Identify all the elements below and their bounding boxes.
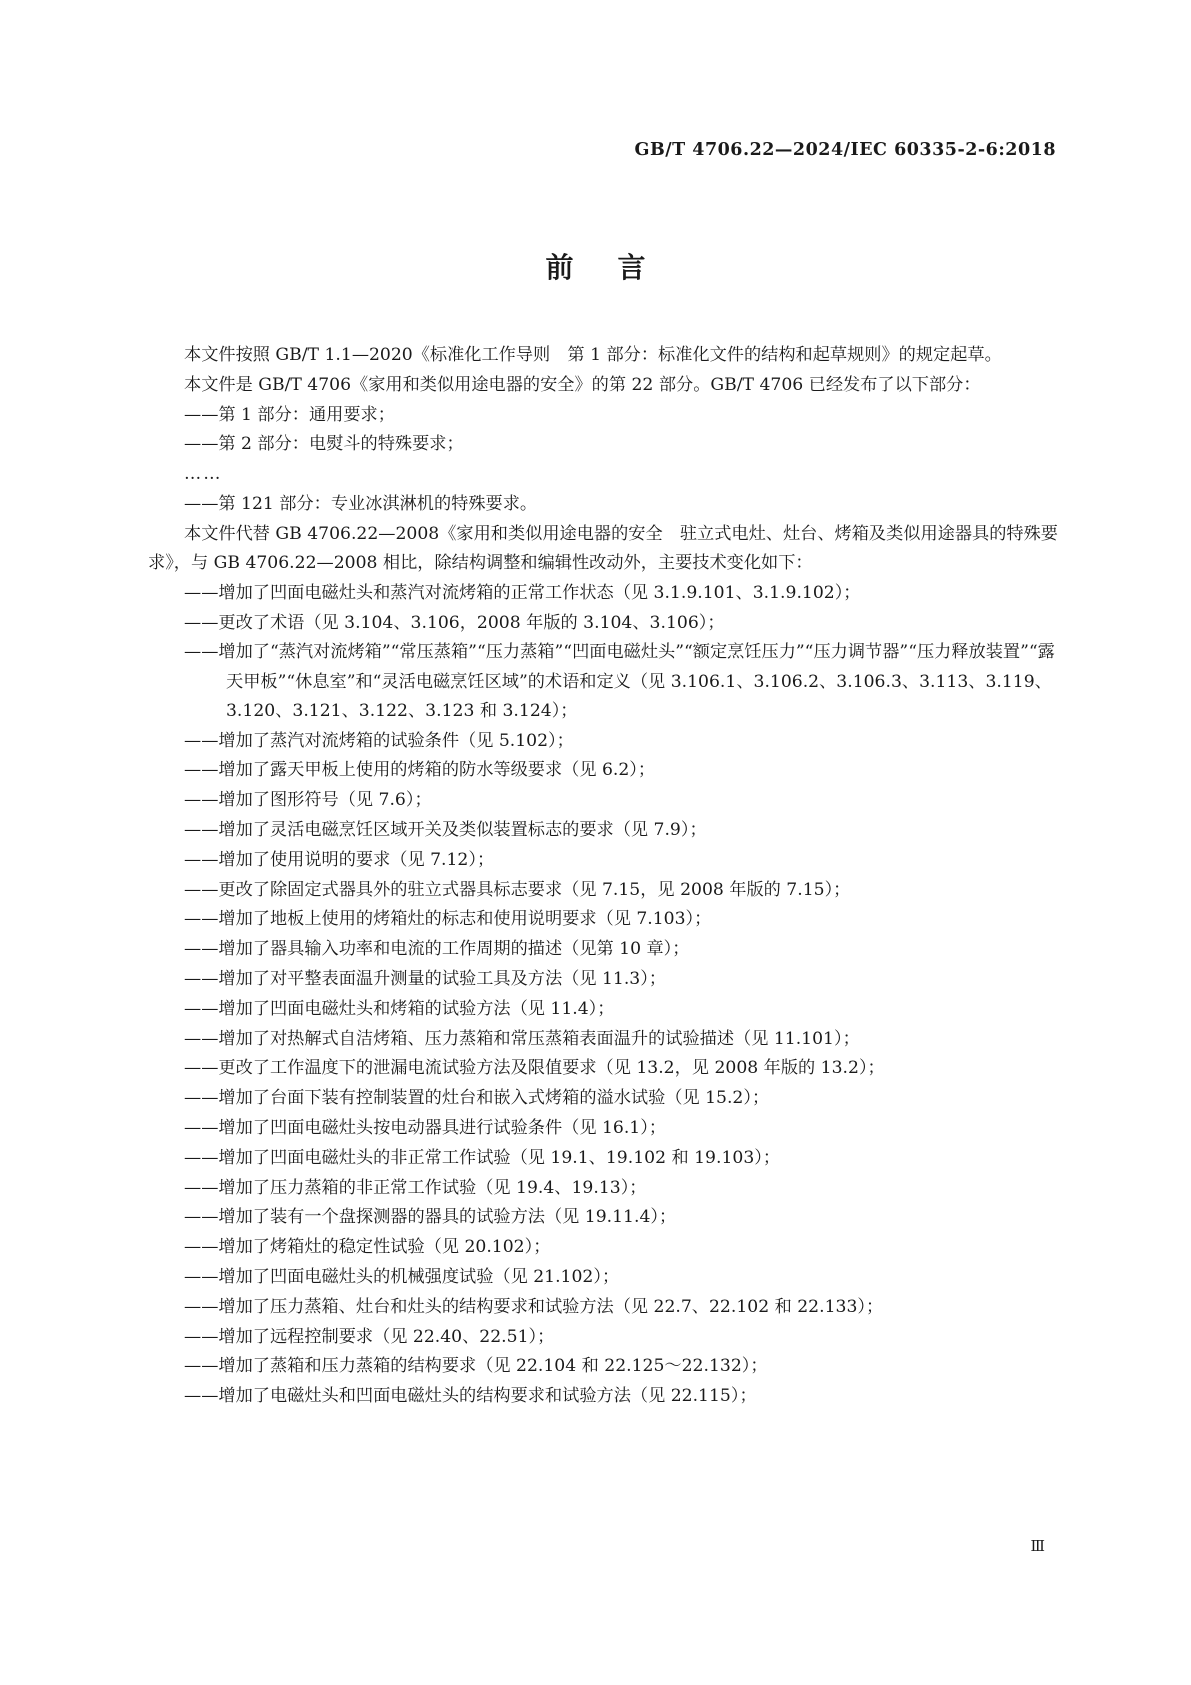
change-item: ——增加了凹面电磁灶头的机械强度试验（见 21.102）； xyxy=(184,1266,620,1287)
change-item: ——增加了使用说明的要求（见 7.12）； xyxy=(184,849,495,870)
change-item: ——增加了台面下装有控制装置的灶台和嵌入式烤箱的溢水试验（见 15.2）； xyxy=(184,1088,770,1109)
change-item: ——增加了器具输入功率和电流的工作周期的描述（见第 10 章）； xyxy=(184,939,690,960)
change-item: ——增加了图形符号（见 7.6）； xyxy=(184,790,432,811)
change-item: ——增加了凹面电磁灶头和烤箱的试验方法（见 11.4）； xyxy=(184,998,615,1019)
document-body xyxy=(148,341,1058,1412)
change-item: ——更改了工作温度下的泄漏电流试验方法及限值要求（见 13.2，见 2008 年版的 13.2）； xyxy=(184,1058,885,1079)
change-item: ——增加了地板上使用的烤箱灶的标志和使用说明要求（见 7.103）； xyxy=(184,909,712,930)
paragraph-series-intro: 本文件是 GB/T 4706《家用和类似用途电器的安全》的第 22 部分。GB/T 4706 已经发布了以下部分： xyxy=(184,374,981,395)
change-item: ——增加了电磁灶头和凹面电磁灶头的结构要求和试验方法（见 22.115）； xyxy=(184,1386,757,1407)
list-item: ——第 1 部分：通用要求； xyxy=(184,404,395,425)
change-item: ——增加了压力蒸箱、灶台和灶头的结构要求和试验方法（见 22.7、22.102 和 22.133）； xyxy=(184,1296,884,1317)
paragraph-drafting-rules: 本文件按照 GB/T 1.1—2020《标准化工作导则 第 1 部分：标准化文件的结构和起草规则》的规定起草。 xyxy=(184,345,1002,365)
change-item: ——增加了凹面电磁灶头的非正常工作试验（见 19.1、19.102 和 19.103）； xyxy=(184,1147,781,1168)
change-item: ——增加了露天甲板上使用的烤箱的防水等级要求（见 6.2）； xyxy=(184,760,656,781)
change-item: ——增加了蒸汽对流烤箱的试验条件（见 5.102）； xyxy=(184,730,574,751)
change-item: ——更改了术语（见 3.104、3.106，2008 年版的 3.104、3.106）； xyxy=(184,612,725,633)
page-number: Ⅲ xyxy=(1030,1537,1045,1555)
change-item: ——增加了对热解式自洁烤箱、压力蒸箱和常压蒸箱表面温升的试验描述（见 11.101）； xyxy=(184,1028,860,1049)
ellipsis: …… xyxy=(184,464,223,485)
paragraph-replacement: 本文件代替 GB 4706.22—2008《家用和类似用途电器的安全 驻立式电灶、灶台、烤箱及类似用途器具的特殊要求》，与 GB 4706.22—2008 相比，除结构调整和编辑性改动外，主要技术变化如下： xyxy=(148,523,1058,573)
standard-number: GB/T 4706.22—2024/IEC 60335-2-6:2018 xyxy=(634,140,1056,160)
change-item: ——增加了对平整表面温升测量的试验工具及方法（见 11.3）； xyxy=(184,968,667,989)
change-item: ——增加了凹面电磁灶头和蒸汽对流烤箱的正常工作状态（见 3.1.9.101、3.1.9.102）； xyxy=(184,582,861,603)
list-item: ——第 2 部分：电熨斗的特殊要求； xyxy=(184,434,464,455)
list-item: ——第 121 部分：专业冰淇淋机的特殊要求。 xyxy=(184,493,538,514)
change-item: ——增加了烤箱灶的稳定性试验（见 20.102）； xyxy=(184,1237,551,1258)
page-title: 前言 xyxy=(545,251,690,284)
change-item: ——增加了蒸箱和压力蒸箱的结构要求（见 22.104 和 22.125～22.132）； xyxy=(184,1356,768,1377)
change-item: ——增加了“蒸汽对流烤箱”“常压蒸箱”“压力蒸箱”“凹面电磁灶头”“额定烹饪压力”“压力调节器”“压力释放装置”“露天甲板”“休息室”和“灵活电磁烹饪区域”的术语和定义（见 3.106.1、3.106.2、3.106.3、3.113、3.119、3.120、3.121、3.122、3.123 和 3.124）； xyxy=(184,642,1055,721)
change-item: ——更改了除固定式器具外的驻立式器具标志要求（见 7.15，见 2008 年版的 7.15）； xyxy=(184,879,851,900)
change-item: ——增加了灵活电磁烹饪区域开关及类似装置标志的要求（见 7.9）； xyxy=(184,819,707,840)
change-item: ——增加了凹面电磁灶头按电动器具进行试验条件（见 16.1）； xyxy=(184,1117,667,1138)
change-item: ——增加了压力蒸箱的非正常工作试验（见 19.4、19.13）； xyxy=(184,1177,647,1198)
change-item: ——增加了装有一个盘探测器的器具的试验方法（见 19.11.4）； xyxy=(184,1207,677,1228)
change-item: ——增加了远程控制要求（见 22.40、22.51）； xyxy=(184,1326,555,1347)
